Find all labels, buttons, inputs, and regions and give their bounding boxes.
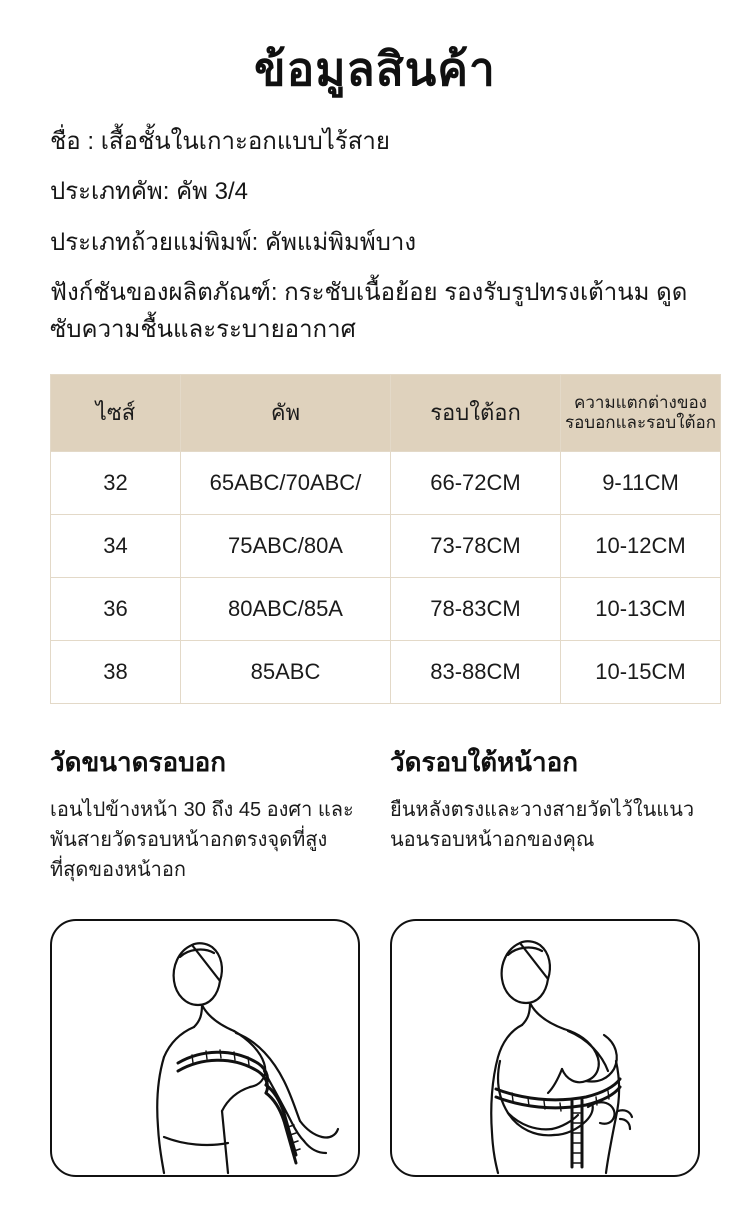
header-size: ไซส์ — [51, 375, 181, 452]
spec-line-function: ฟังก์ชันของผลิตภัณฑ์: กระชับเนื้อย้อย รองรับรูปทรงเต้านม ดูดซับความชื้นและระบายอากาศ — [50, 278, 688, 343]
instruction-underbust — [390, 742, 700, 885]
bust-measure-drawing — [52, 921, 360, 1175]
cell-size: 38 — [51, 641, 181, 704]
table-row — [51, 641, 721, 704]
table-row — [51, 578, 721, 641]
cell-difference: 10-13CM — [561, 578, 721, 641]
table-row — [51, 515, 721, 578]
cell-size: 34 — [51, 515, 181, 578]
spec-line-name: ชื่อ : เสื้อชั้นในเกาะอกแบบไร้สาย — [50, 128, 390, 156]
cell-size: 36 — [51, 578, 181, 641]
spec-line-mold-type: ประเภทถ้วยแม่พิมพ์: คัพแม่พิมพ์บาง — [50, 228, 417, 256]
cell-cup: 85ABC — [181, 641, 391, 704]
size-chart-body — [51, 452, 721, 704]
header-difference: ความแตกต่างของรอบอกและรอบใต้อก — [561, 375, 721, 452]
cell-underbust: 83-88CM — [391, 641, 561, 704]
header-cup: คัพ — [181, 375, 391, 452]
cell-underbust: 66-72CM — [391, 452, 561, 515]
page-title: ข้อมูลสินค้า — [254, 43, 496, 95]
cell-size: 32 — [51, 452, 181, 515]
bust-measure-illustration — [50, 919, 360, 1177]
underbust-measure-illustration — [390, 919, 700, 1177]
cell-difference: 9-11CM — [561, 452, 721, 515]
header-underbust: รอบใต้อก — [391, 375, 561, 452]
instruction-bust-title: วัดขนาดรอบอก — [50, 747, 226, 778]
instruction-underbust-text: ยืนหลังตรงและวางสายวัดไว้ในแนวนอนรอบหน้าอกของคุณ — [390, 799, 695, 852]
underbust-measure-drawing — [392, 921, 700, 1175]
instruction-bust — [50, 742, 360, 885]
cell-cup: 80ABC/85A — [181, 578, 391, 641]
table-row — [51, 452, 721, 515]
cell-underbust: 78-83CM — [391, 578, 561, 641]
instruction-bust-text: เอนไปข้างหน้า 30 ถึง 45 องศา และพันสายวัดรอบหน้าอกตรงจุดที่สูงที่สุดของหน้าอก — [50, 799, 354, 882]
cell-cup: 65ABC/70ABC/ — [181, 452, 391, 515]
cell-cup: 75ABC/80A — [181, 515, 391, 578]
spec-list — [50, 123, 700, 348]
cell-difference: 10-15CM — [561, 641, 721, 704]
measurement-instructions — [50, 742, 700, 885]
cell-difference: 10-12CM — [561, 515, 721, 578]
product-info-page — [0, 42, 750, 1230]
size-chart-table — [50, 374, 721, 704]
spec-line-cup-type: ประเภทคัพ: คัพ 3/4 — [50, 178, 248, 206]
illustration-row — [50, 919, 700, 1177]
size-chart-head — [51, 375, 721, 452]
cell-underbust: 73-78CM — [391, 515, 561, 578]
instruction-underbust-title: วัดรอบใต้หน้าอก — [390, 747, 579, 778]
table-header-row — [51, 375, 721, 452]
